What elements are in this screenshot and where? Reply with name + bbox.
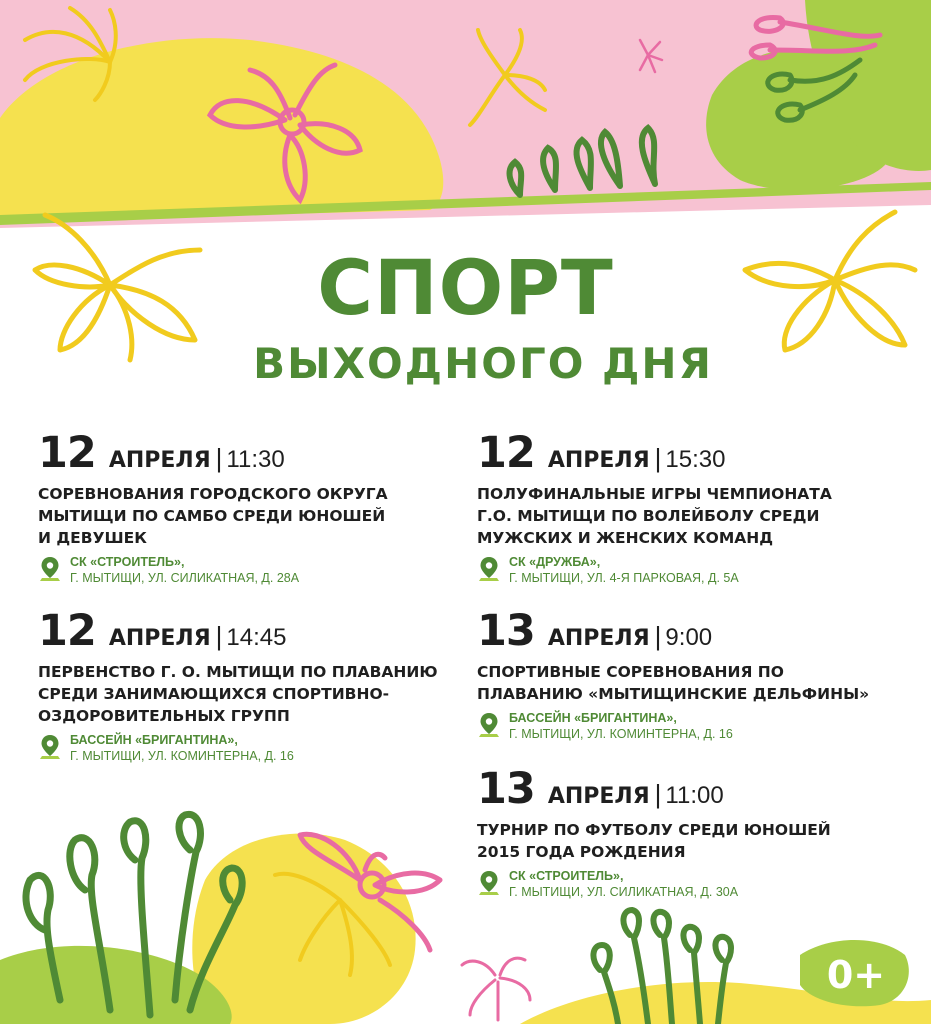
date-time-separator: | xyxy=(215,621,223,651)
location-pin-icon xyxy=(478,870,500,896)
poster-subtitle: ВЫХОДНОГО ДНЯ xyxy=(253,339,713,388)
event-month: АПРЕЛЯ xyxy=(547,784,650,809)
event-venue xyxy=(477,710,897,744)
event-time: 14:45 xyxy=(226,624,287,651)
venue-address: Г. МЫТИЩИ, УЛ. КОМИНТЕРНА, Д. 16 xyxy=(509,727,733,741)
location-pin-icon xyxy=(39,556,61,582)
event-title: СПОРТИВНЫЕ СОРЕВНОВАНИЯ ПО ПЛАВАНИЮ «МЫТИЩИНСКИЕ ДЕЛЬФИНЫ» xyxy=(477,663,870,703)
event-day: 13 xyxy=(477,764,535,814)
venue-name: СК «ДРУЖБА», xyxy=(509,555,601,569)
event-day: 12 xyxy=(38,606,96,656)
venue-name: СК «СТРОИТЕЛЬ», xyxy=(70,555,185,569)
event-venue xyxy=(38,554,458,588)
location-pin-icon xyxy=(39,734,61,760)
event-card xyxy=(477,764,897,902)
event-venue xyxy=(38,732,458,766)
location-pin-icon xyxy=(478,556,500,582)
event-month: АПРЕЛЯ xyxy=(547,626,650,651)
venue-address: Г. МЫТИЩИ, УЛ. 4-Я ПАРКОВАЯ, Д. 5А xyxy=(509,571,739,585)
venue-address: Г. МЫТИЩИ, УЛ. СИЛИКАТНАЯ, Д. 30А xyxy=(509,885,739,899)
event-title: СОРЕВНОВАНИЯ ГОРОДСКОГО ОКРУГА МЫТИЩИ ПО САМБО СРЕДИ ЮНОШЕЙ И ДЕВУШЕК xyxy=(38,485,388,547)
event-date xyxy=(38,428,458,478)
event-title: ПОЛУФИНАЛЬНЫЕ ИГРЫ ЧЕМПИОНАТА Г.О. МЫТИЩИ ПО ВОЛЕЙБОЛУ СРЕДИ МУЖСКИХ И ЖЕНСКИХ КОМАНД xyxy=(477,485,832,547)
date-time-separator: | xyxy=(215,443,223,473)
event-card xyxy=(38,428,458,588)
event-month: АПРЕЛЯ xyxy=(547,448,650,473)
venue-name: СК «СТРОИТЕЛЬ», xyxy=(509,869,624,883)
event-time: 11:30 xyxy=(226,446,285,473)
event-month: АПРЕЛЯ xyxy=(108,626,211,651)
event-time: 9:00 xyxy=(665,624,713,651)
date-time-separator: | xyxy=(654,779,662,809)
event-day: 13 xyxy=(477,606,535,656)
venue-address: Г. МЫТИЩИ, УЛ. СИЛИКАТНАЯ, Д. 28А xyxy=(70,571,300,585)
event-card xyxy=(38,606,458,766)
event-venue xyxy=(477,868,897,902)
date-time-separator: | xyxy=(654,621,662,651)
event-title: ТУРНИР ПО ФУТБОЛУ СРЕДИ ЮНОШЕЙ 2015 ГОДА РОЖДЕНИЯ xyxy=(477,821,831,861)
venue-name: БАССЕЙН «БРИГАНТИНА», xyxy=(509,711,677,725)
event-day: 12 xyxy=(477,428,535,478)
event-time: 15:30 xyxy=(665,446,726,473)
event-card xyxy=(477,606,897,744)
event-time: 11:00 xyxy=(665,782,724,809)
event-title: ПЕРВЕНСТВО Г. О. МЫТИЩИ ПО ПЛАВАНИЮ СРЕДИ ЗАНИМАЮЩИХСЯ СПОРТИВНО- ОЗДОРОВИТЕЛЬНЫХ ГРУПП xyxy=(38,663,438,725)
event-day: 12 xyxy=(38,428,96,478)
event-date xyxy=(38,606,458,656)
event-date xyxy=(477,606,897,656)
venue-address: Г. МЫТИЩИ, УЛ. КОМИНТЕРНА, Д. 16 xyxy=(70,749,294,763)
event-date xyxy=(477,428,897,478)
venue-name: БАССЕЙН «БРИГАНТИНА», xyxy=(70,733,238,747)
event-month: АПРЕЛЯ xyxy=(108,448,211,473)
location-pin-icon xyxy=(478,712,500,738)
date-time-separator: | xyxy=(654,443,662,473)
event-card xyxy=(477,428,897,588)
event-venue xyxy=(477,554,897,588)
age-rating-badge: 0+ xyxy=(826,953,886,997)
event-date xyxy=(477,764,897,814)
poster-title: СПОРТ xyxy=(317,243,614,332)
